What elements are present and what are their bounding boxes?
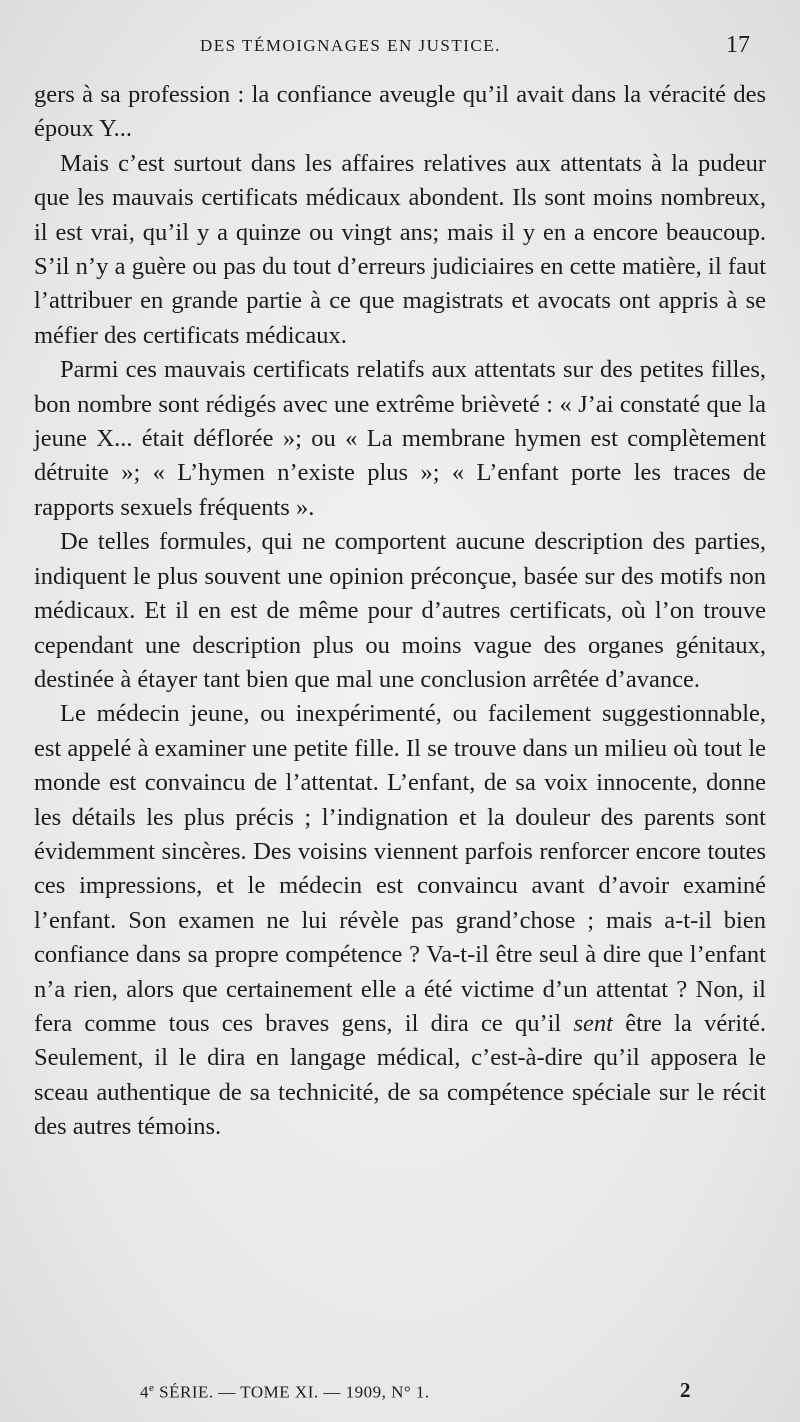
series-superscript: e [149,1382,155,1394]
paragraph [34,697,766,1144]
paragraph: gers à sa profession : la confiance aveugle qu’il avait dans la véracité des époux Y... [34,81,766,143]
page-number: 17 [726,32,750,58]
paragraph: De telles formules, qui ne comportent aucune description des parties, indiquent le plus souvent une opinion préconçue, basée sur des motifs non médicaux. Et il en est de même pour d’autres certificats, où l’on trouve cependant une description plus ou moins vague des organes génitaux, destinée à étayer tant bien que mal une conclusion arrêtée d’avance. [34,528,766,693]
emphasized-word: sent [573,1009,613,1037]
running-title: DES TÉMOIGNAGES EN JUSTICE. [200,36,501,55]
series-number: 4 [140,1382,149,1402]
printer-signature-mark: 2 [680,1378,691,1402]
paragraph: Mais c’est surtout dans les affaires relatives aux attentats à la pudeur que les mauvais certificats médicaux abondent. Ils sont moins nombreux, il est vrai, qu’il y a quinze ou vingt ans; mais il y en a encore beaucoup. S’il n’y a guère ou pas du tout d’erreurs judiciaires en cette matière, il faut l’attribuer en grande partie à ce que magistrats et avocats ont appris à se méfier des certificats médicaux. [34,149,766,349]
series-info: SÉRIE. — TOME XI. — 1909, N° 1. [154,1382,430,1402]
body-text [34,78,766,1145]
paragraph: Parmi ces mauvais certificats relatifs aux attentats sur des petites filles, bon nombre sont rédigés avec une extrême brièveté : « J’ai constaté que la jeune X... était déflorée »; ou « La membrane hymen est complètement détruite »; « L’hymen n’existe plus »; « L’enfant porte les traces de rapports sexuels fréquents ». [34,356,766,521]
footer-signature-line [140,1382,430,1403]
paragraph-text: être la vérité. Seulement, il le dira en langage médical, c’est-à-dire qu’il apposera le sceau authentique de sa technicité, de sa compétence spéciale sur le récit des autres témoins. [34,1009,766,1141]
paragraph-text: Le médecin jeune, ou inexpérimenté, ou facilement suggestionnable, est appelé à examiner une petite fille. Il se trouve dans un milieu où tout le monde est convaincu de l’attentat. L’enfant, de sa voix innocente, donne les détails les plus précis ; l’indignation et la douleur des parents sont évidemment sincères. Des voisins viennent parfois renforcer encore toutes ces impressions, et le médecin est convaincu avant d’avoir examiné l’enfant. Son examen ne lui révèle pas grand’chose ; mais a-t-il bien confiance dans sa propre compétence ? Va-t-il être seul à dire que l’enfant n’a rien, alors que certainement elle a été victime d’un attentat ? Non, il fera comme tous ces braves gens, il dira ce qu’il [34,700,766,1037]
